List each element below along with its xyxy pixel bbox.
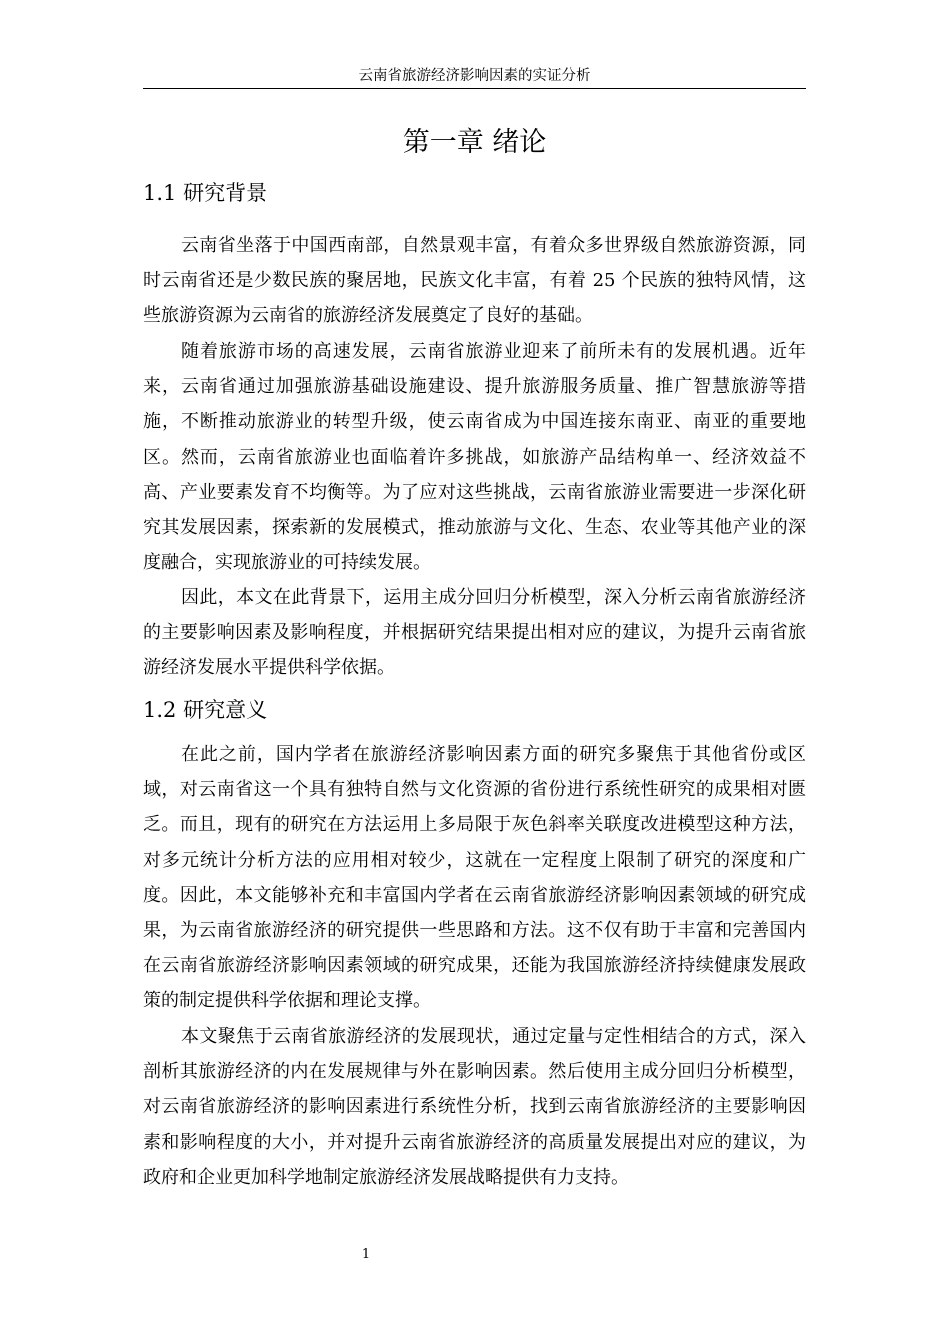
page-number: 1: [361, 1247, 371, 1262]
running-header: 云南省旅游经济影响因素的实证分析: [358, 68, 591, 84]
section-heading-1-1: 1.1 研究背景: [143, 181, 268, 205]
paragraph: 随着旅游市场的高速发展，云南省旅游业迎来了前所未有的发展机遇。近年来，云南省通过加强旅游基础设施建设、提升旅游服务质量、推广智慧旅游等措施，不断推动旅游业的转型升级，使云南省成为中国连接东南亚、南亚的重要地区。然而，云南省旅游业也面临着许多挑战，如旅游产品结构单一、经济效益不高、产业要素发育不均衡等。为了应对这些挑战，云南省旅游业需要进一步深化研究其发展因素，探索新的发展模式，推动旅游与文化、生态、农业等其他产业的深度融合，实现旅游业的可持续发展。: [143, 341, 806, 574]
chapter-title: 第一章 绪论: [402, 127, 547, 158]
section-heading-1-2: 1.2 研究意义: [143, 698, 268, 722]
paragraph: 本文聚焦于云南省旅游经济的发展现状，通过定量与定性相结合的方式，深入剖析其旅游经济的内在发展规律与外在影响因素。然后使用主成分回归分析模型，对云南省旅游经济的影响因素进行系统性分析，找到云南省旅游经济的主要影响因素和影响程度的大小，并对提升云南省旅游经济的高质量发展提出对应的建议，为政府和企业更加科学地制定旅游经济发展战略提供有力支持。: [143, 1026, 806, 1188]
header-rule: [143, 88, 806, 89]
paragraph: 因此，本文在此背景下，运用主成分回归分析模型，深入分析云南省旅游经济的主要影响因素及影响程度，并根据研究结果提出相对应的建议，为提升云南省旅游经济发展水平提供科学依据。: [143, 587, 806, 679]
paragraph: 在此之前，国内学者在旅游经济影响因素方面的研究多聚焦于其他省份或区域，对云南省这一个具有独特自然与文化资源的省份进行系统性研究的成果相对匮乏。而且，现有的研究在方法运用上多局限于灰色斜率关联度改进模型这种方法，对多元统计分析方法的应用相对较少，这就在一定程度上限制了研究的深度和广度。因此，本文能够补充和丰富国内学者在云南省旅游经济影响因素领域的研究成果，为云南省旅游经济的研究提供一些思路和方法。这不仅有助于丰富和完善国内在云南省旅游经济影响因素领域的研究成果，还能为我国旅游经济持续健康发展政策的制定提供科学依据和理论支撑。: [143, 744, 806, 1012]
paragraph: 云南省坐落于中国西南部，自然景观丰富，有着众多世界级自然旅游资源，同时云南省还是少数民族的聚居地，民族文化丰富，有着 25 个民族的独特风情，这些旅游资源为云南省的旅游经济发展奠定了良好的基础。: [143, 235, 806, 327]
